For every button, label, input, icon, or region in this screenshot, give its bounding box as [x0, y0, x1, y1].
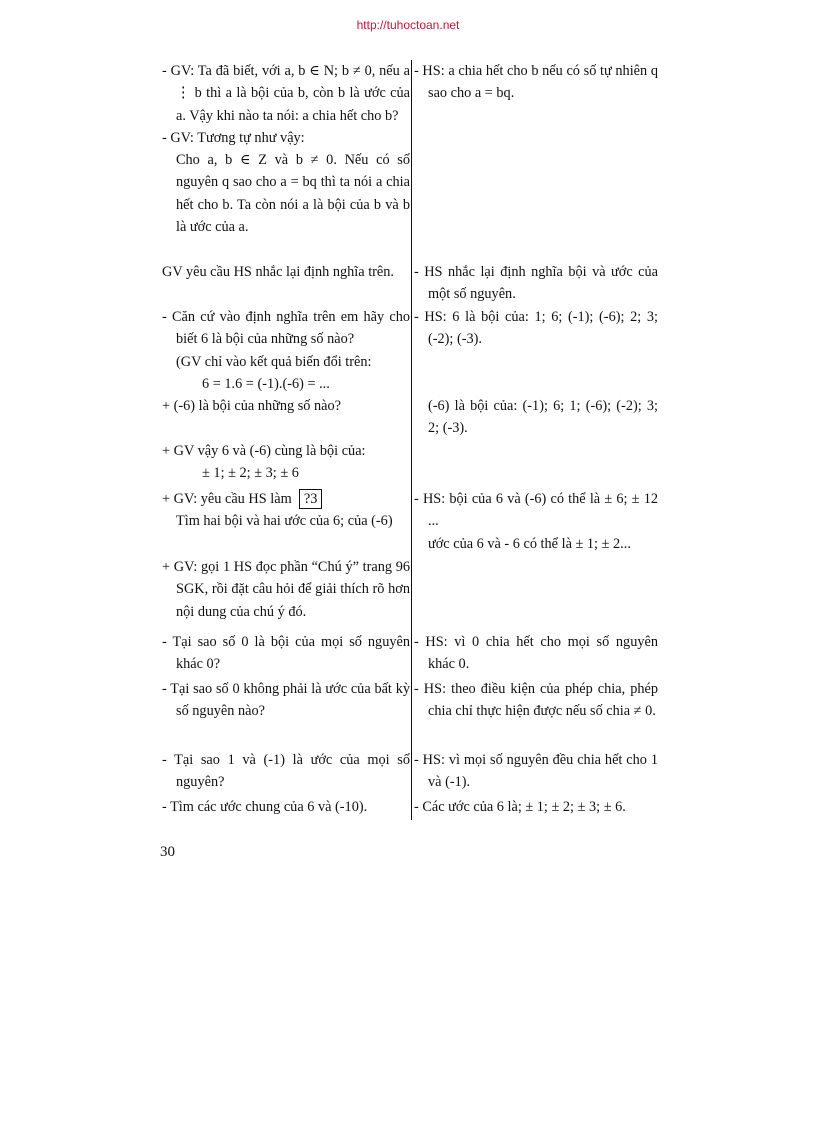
- teacher-cell: [162, 60, 410, 238]
- student-cell: [414, 306, 658, 351]
- student-cell: [414, 488, 658, 555]
- student-cell: [414, 60, 658, 105]
- student-text: ước của 6 và - 6 có thể là ± 1; ± 2...: [428, 535, 631, 552]
- student-text: - HS: 6 là bội của: 1; 6; (-1); (-6); 2; 3; (-2); (-3).: [414, 309, 658, 348]
- teacher-text: - Tại sao 1 và (-1) là ước của mọi số nguyên?: [162, 752, 410, 791]
- student-cell: [414, 749, 658, 794]
- teacher-cell: [162, 395, 410, 417]
- student-text: - HS: a chia hết cho b nếu có số tự nhiên q sao cho a = bq.: [414, 63, 658, 102]
- teacher-text: - Tìm các ước chung của 6 và (-10).: [162, 799, 368, 815]
- teacher-text: + (-6) là bội của những số nào?: [162, 398, 341, 414]
- student-cell: [414, 631, 658, 676]
- teacher-cell: [162, 796, 410, 818]
- teacher-text: GV yêu cầu HS nhắc lại định nghĩa trên.: [162, 264, 395, 280]
- teacher-cell: [162, 261, 410, 283]
- teacher-text: - GV: Tương tự như vậy:: [162, 129, 305, 146]
- teacher-text: Tìm hai bội và hai ước của 6; của (-6): [176, 513, 393, 530]
- page-number: 30: [160, 844, 175, 860]
- teacher-text: Cho a, b ∈ Z và b ≠ 0. Nếu có số nguyên q sao cho a = bq thì ta nói a chia hết cho b. Ta còn nói a là bội của b và b là ước của a.: [176, 152, 410, 236]
- student-cell: [414, 395, 658, 440]
- teacher-text: - Tại sao số 0 không phải là ước của bất kỳ số nguyên nào?: [162, 681, 410, 720]
- teacher-cell: [162, 306, 410, 395]
- teacher-cell: [162, 678, 410, 723]
- teacher-text: ± 1; ± 2; ± 3; ± 6: [202, 465, 299, 482]
- student-text: - HS nhắc lại định nghĩa bội và ước của một số nguyên.: [414, 264, 658, 303]
- teacher-text: (GV chỉ vào kết quả biến đổi trên:: [176, 353, 372, 370]
- column-divider: [411, 60, 412, 820]
- teacher-text: - Căn cứ vào định nghĩa trên em hãy cho biết 6 là bội của những số nào?: [162, 309, 410, 348]
- student-cell: [414, 796, 658, 818]
- teacher-text: - GV: Ta đã biết, với a, b ∈ N; b ≠ 0, nếu a ⋮ b thì a là bội của b, còn b là ước của a. Vậy khi nào ta nói: a chia hết cho b?: [162, 63, 410, 124]
- student-cell: [414, 261, 658, 306]
- student-text: (-6) là bội của: (-1); 6; 1; (-6); (-2); 3; 2; (-3).: [428, 398, 658, 437]
- teacher-cell: [162, 631, 410, 676]
- teacher-cell: [162, 488, 410, 533]
- teacher-cell: [162, 440, 410, 485]
- student-cell: [414, 678, 658, 723]
- teacher-text: - Tại sao số 0 là bội của mọi số nguyên khác 0?: [162, 634, 410, 673]
- header-link[interactable]: http://tuhoctoan.net: [356, 18, 460, 32]
- teacher-text: 6 = 1.6 = (-1).(-6) = ...: [202, 375, 330, 392]
- lesson-table: [162, 60, 658, 820]
- teacher-cell: [162, 556, 410, 623]
- teacher-cell: [162, 749, 410, 794]
- teacher-text: + GV vậy 6 và (-6) cùng là bội của:: [162, 443, 366, 459]
- teacher-text-label: + GV: yêu cầu HS làm: [162, 491, 292, 507]
- student-text: - HS: vì 0 chia hết cho mọi số nguyên khác 0.: [414, 634, 658, 673]
- student-text: - HS: bội của 6 và (-6) có thể là ± 6; ± 12 ...: [414, 491, 658, 530]
- student-text: - HS: vì mọi số nguyên đều chia hết cho 1 và (-1).: [414, 752, 658, 791]
- student-text: - HS: theo điều kiện của phép chia, phép chia chỉ thực hiện được nếu số chia ≠ 0.: [414, 681, 658, 720]
- teacher-text: [162, 488, 410, 510]
- student-text: - Các ước của 6 là; ± 1; ± 2; ± 3; ± 6.: [414, 799, 626, 815]
- teacher-text: + GV: gọi 1 HS đọc phần “Chú ý” trang 96 SGK, rồi đặt câu hỏi để giải thích rõ hơn nội dung của chú ý đó.: [162, 559, 410, 620]
- exercise-box: ?3: [299, 489, 323, 509]
